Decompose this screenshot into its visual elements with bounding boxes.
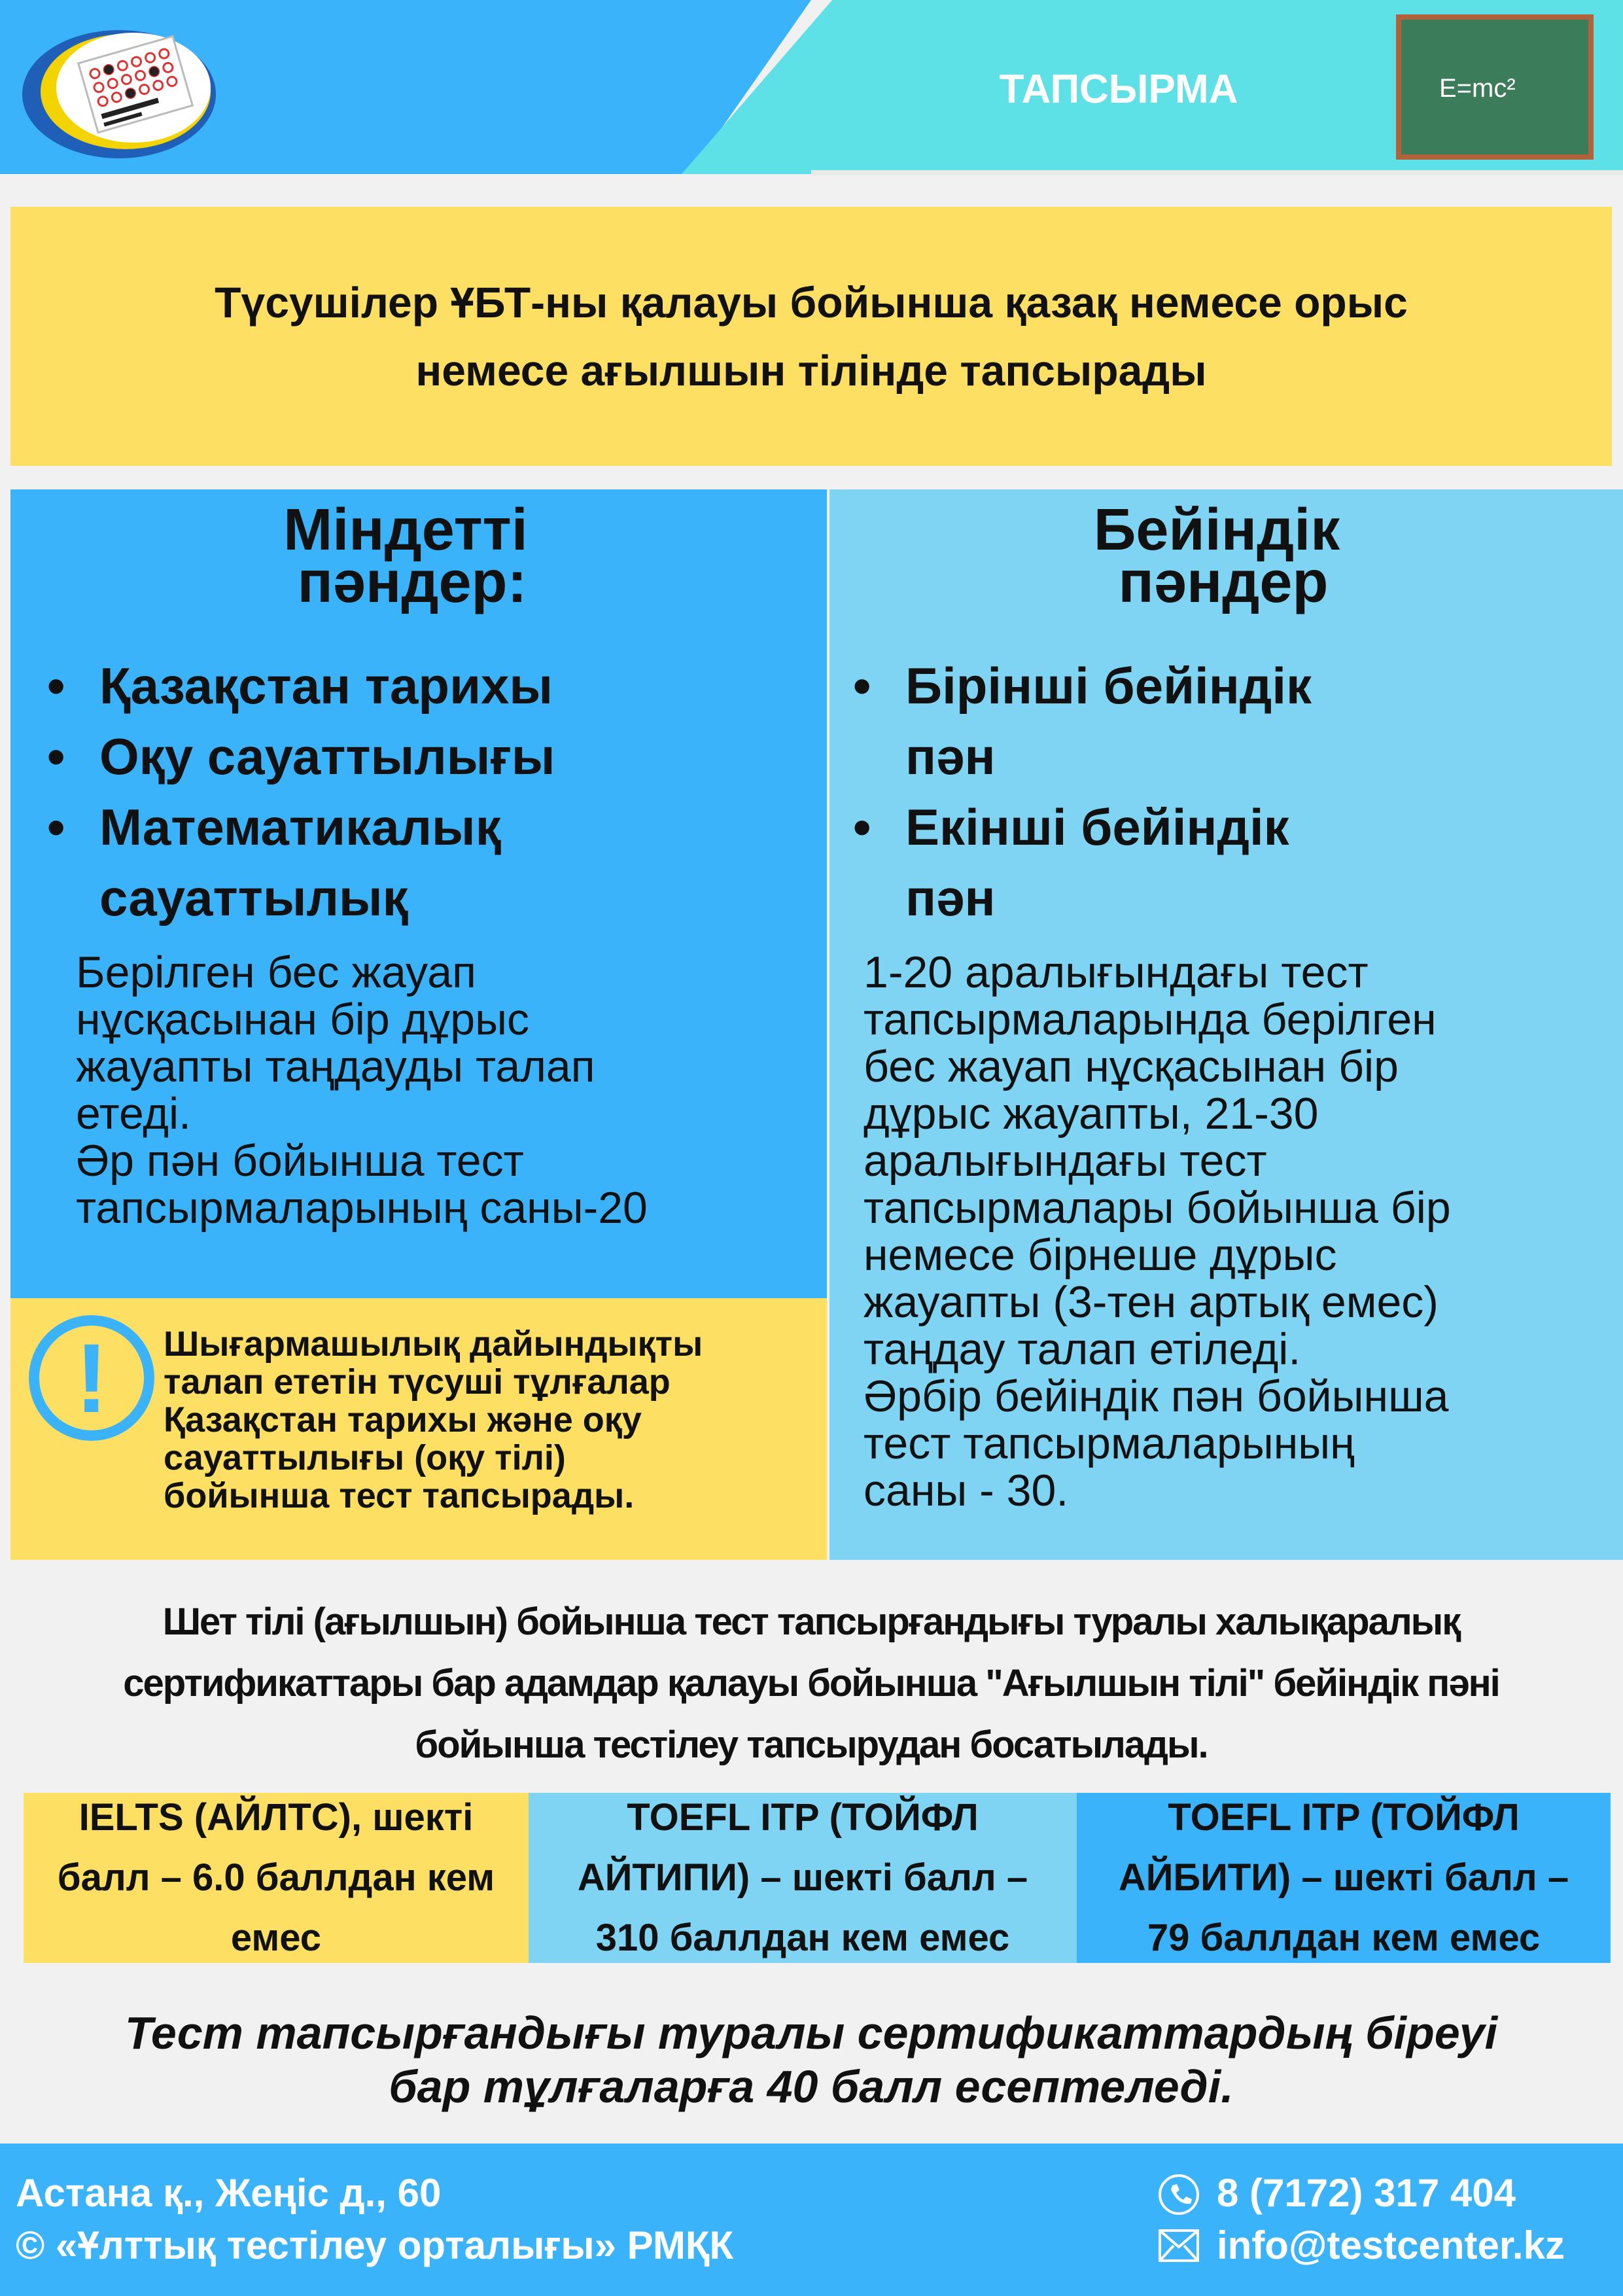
warning-line: Шығармашылық дайындықты: [164, 1324, 703, 1364]
intro-line: немесе ағылшын тілінде тапсырады: [415, 346, 1207, 395]
profile-list: [852, 650, 1427, 938]
mandatory-list: [46, 650, 798, 938]
profile-title-line: Бейіндік: [1093, 497, 1340, 563]
certificate-line: Шет тілі (ағылшын) бойынша тест тапсырғандығы туралы халықаралық: [162, 1600, 1460, 1643]
profile-title-line: пәндер: [1118, 550, 1329, 615]
intro-text: [79, 268, 1544, 412]
certificate-exemption-text: [26, 1591, 1596, 1788]
description-line: саны - 30.: [864, 1466, 1069, 1515]
description-line: жауапты таңдауды талап: [76, 1042, 595, 1091]
certificate-cell-line: TOEFL ITP (ТОЙФЛ: [1168, 1796, 1520, 1839]
list-item: • Екінші бейіндік пән: [852, 792, 1376, 933]
description-line: 1-20 аралығындағы тест: [864, 947, 1369, 997]
description-line: тест тапсырмаларының: [864, 1419, 1355, 1468]
certificate-cell-line: 79 баллдан кем емес: [1147, 1916, 1541, 1959]
description-line: жауапты (3-тен артық емес): [864, 1277, 1439, 1327]
footer-email[interactable]: info@testcenter.kz: [1217, 2223, 1565, 2267]
warning-line: бойынша тест тапсырады.: [164, 1476, 635, 1515]
description-line: етеді.: [76, 1089, 191, 1139]
certificate-cell-line: емес: [230, 1916, 322, 1959]
certificate-cell-line: АЙБИТИ) – шекті балл –: [1118, 1856, 1569, 1899]
description-line: аралығындағы тест: [864, 1136, 1267, 1186]
header-divider: [811, 170, 1623, 175]
certificate-cell-line: балл – 6.0 баллдан кем: [57, 1856, 495, 1899]
note-line: Тест тапсырғандығы туралы сертификаттардың біреуі: [124, 2007, 1498, 2058]
certificate-cell-line: 310 баллдан кем емес: [595, 1916, 1010, 1959]
header-title: ТАПСЫРМА: [999, 67, 1238, 112]
warning-line: талап ететін түсуші тұлғалар: [164, 1362, 671, 1402]
envelope-icon: [1158, 2229, 1200, 2263]
description-line: тапсырмаларында берілген: [864, 995, 1437, 1044]
description-line: нұсқасынан бір дұрыс: [76, 995, 529, 1044]
warning-line: Қазақстан тарихы және оқу: [164, 1400, 642, 1439]
certificate-cell-line: АЙТИПИ) – шекті балл –: [577, 1856, 1028, 1899]
answer-sheet-logo-icon: [21, 22, 217, 160]
list-item: • Оқу сауаттылығы: [46, 721, 798, 792]
profile-title: [1021, 497, 1413, 615]
list-item: • Математикалық сауаттылық: [46, 792, 636, 933]
description-line: дұрыс жауапты, 21-30: [864, 1089, 1319, 1139]
list-item: • Бірінші бейіндік пән: [852, 650, 1376, 792]
description-line: тапсырмаларының саны-20: [76, 1183, 648, 1233]
warning-line: сауаттылығы (оқу тілі): [164, 1438, 566, 1477]
description-line: Берілген бес жауап: [76, 947, 476, 997]
phone-icon: [1158, 2174, 1200, 2216]
footer-address: Астана қ., Жеңіс д., 60: [16, 2171, 442, 2215]
warning-text: [164, 1325, 818, 1541]
certificate-line: бойынша тестілеу тапсырудан босатылады.: [415, 1723, 1208, 1766]
description-line: немесе бірнеше дұрыс: [864, 1230, 1337, 1280]
profile-description: [864, 949, 1609, 1525]
description-line: Әр пән бойынша тест: [76, 1136, 524, 1186]
footer-phone[interactable]: 8 (7172) 317 404: [1217, 2171, 1516, 2215]
score-note: [52, 2006, 1570, 2124]
note-line: бар тұлғаларға 40 балл есептеледі.: [389, 2061, 1234, 2112]
list-item: • Қазақстан тарихы: [46, 650, 798, 721]
description-line: тапсырмалары бойынша бір: [864, 1183, 1451, 1233]
mandatory-title-line: пәндер:: [297, 550, 527, 615]
certificate-cell-line: TOEFL ITP (ТОЙФЛ: [627, 1796, 979, 1839]
certificate-cell-line: IELTS (АЙЛТС), шекті: [79, 1796, 474, 1839]
mandatory-description: [76, 949, 809, 1237]
intro-line: Түсушілер ҰБТ-ны қалауы бойынша қазақ немесе орыс: [215, 278, 1408, 327]
mandatory-title-line: Міндетті: [283, 497, 528, 563]
exclamation-mark: !: [75, 1323, 108, 1433]
certificate-toefl-ibt: [1077, 1793, 1611, 1963]
description-line: таңдау талап етіледі.: [864, 1324, 1301, 1374]
board-formula: E=mc²: [1439, 74, 1516, 103]
certificate-line: сертификаттары бар адамдар қалауы бойынша "Ағылшын тілі" бейіндік пәні: [123, 1662, 1499, 1704]
certificate-toefl-itp: [529, 1793, 1077, 1963]
description-line: бес жауап нұсқасынан бір: [864, 1042, 1399, 1091]
certificate-ielts: [24, 1793, 529, 1963]
footer-organization: © «Ұлттық тестілеу орталығы» РМҚК: [16, 2223, 734, 2267]
mandatory-title: [209, 497, 602, 615]
description-line: Әрбір бейіндік пән бойынша: [864, 1371, 1449, 1421]
